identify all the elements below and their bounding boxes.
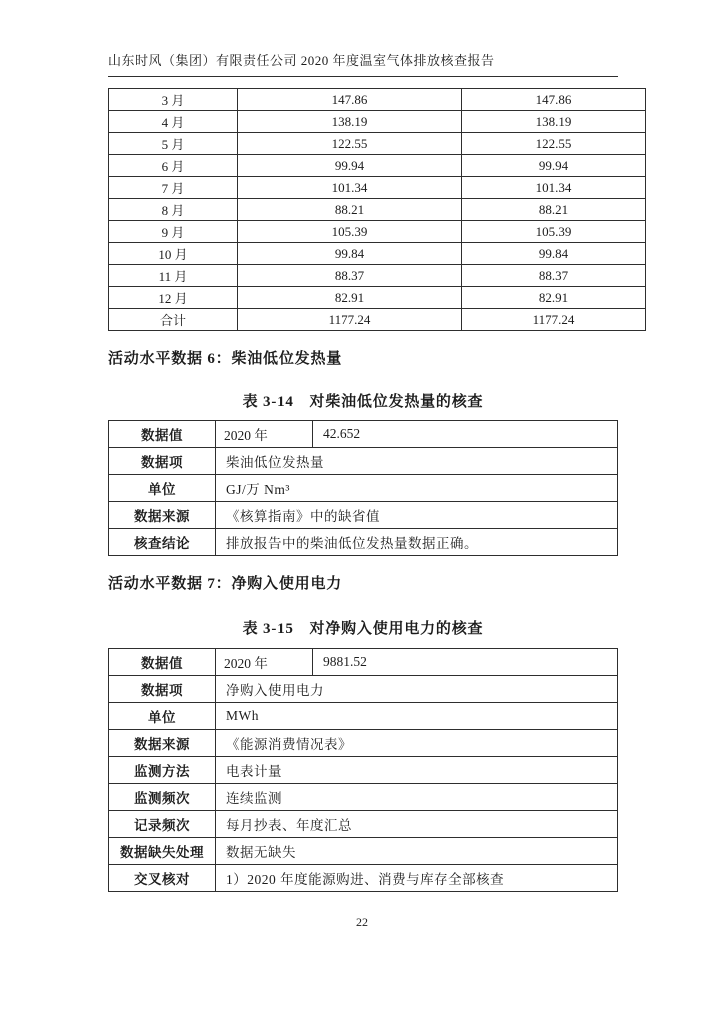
- value-cell: 122.55: [238, 133, 462, 155]
- table-row: [109, 649, 618, 676]
- content-cell: 《能源消费情况表》: [216, 730, 618, 757]
- section-heading-activity-data-6: 活动水平数据 6：柴油低位发热量: [108, 351, 343, 367]
- table-row: [109, 865, 618, 892]
- page-number: 22: [356, 915, 368, 929]
- content-cell: 数据无缺失: [216, 838, 618, 865]
- value-cell: 42.652: [313, 421, 618, 448]
- table-row: [109, 265, 646, 287]
- table-row: [109, 221, 646, 243]
- row-label-cell: 单位: [109, 475, 216, 502]
- row-label-cell: 监测方法: [109, 757, 216, 784]
- table-3-15: [108, 648, 618, 892]
- table-3-15-caption: 表 3-15 对净购入使用电力的核查: [242, 621, 484, 637]
- table-row: [109, 838, 618, 865]
- month-cell: 4 月: [109, 111, 238, 133]
- content-cell: GJ/万 Nm³: [216, 475, 618, 502]
- value-cell: 88.37: [238, 265, 462, 287]
- value-cell: 122.55: [462, 133, 646, 155]
- value-cell: 101.34: [238, 177, 462, 199]
- value-cell: 99.84: [462, 243, 646, 265]
- year-cell: 2020 年: [216, 649, 313, 676]
- value-cell: 9881.52: [313, 649, 618, 676]
- table-row: [109, 243, 646, 265]
- table-row: [109, 676, 618, 703]
- content-cell: 电表计量: [216, 757, 618, 784]
- content-cell: 排放报告中的柴油低位发热量数据正确。: [216, 529, 618, 556]
- table-row: [109, 111, 646, 133]
- table-row: [109, 89, 646, 111]
- table-row: [109, 177, 646, 199]
- value-cell: 88.37: [462, 265, 646, 287]
- table-row-total: [109, 309, 646, 331]
- table-row: [109, 155, 646, 177]
- value-cell: 147.86: [238, 89, 462, 111]
- row-label-cell: 数据项: [109, 676, 216, 703]
- value-cell: 105.39: [238, 221, 462, 243]
- content-cell: 每月抄表、年度汇总: [216, 811, 618, 838]
- content-cell: MWh: [216, 703, 618, 730]
- value-cell: 105.39: [462, 221, 646, 243]
- document-header: 山东时风（集团）有限责任公司 2020 年度温室气体排放核查报告: [108, 50, 618, 77]
- value-cell: 88.21: [462, 199, 646, 221]
- month-cell: 9 月: [109, 221, 238, 243]
- section-heading-activity-data-7: 活动水平数据 7：净购入使用电力: [108, 576, 343, 592]
- row-label-cell: 核查结论: [109, 529, 216, 556]
- content-cell: 连续监测: [216, 784, 618, 811]
- content-cell: 净购入使用电力: [216, 676, 618, 703]
- value-cell: 99.94: [462, 155, 646, 177]
- month-cell: 11 月: [109, 265, 238, 287]
- table-row: [109, 287, 646, 309]
- month-cell: 6 月: [109, 155, 238, 177]
- row-label-cell: 交叉核对: [109, 865, 216, 892]
- value-cell: 138.19: [462, 111, 646, 133]
- value-cell: 88.21: [238, 199, 462, 221]
- month-cell: 12 月: [109, 287, 238, 309]
- row-label-cell: 数据值: [109, 421, 216, 448]
- total-value-cell: 1177.24: [238, 309, 462, 331]
- row-label-cell: 数据项: [109, 448, 216, 475]
- value-cell: 82.91: [462, 287, 646, 309]
- table-row: [109, 730, 618, 757]
- table-row: [109, 529, 618, 556]
- value-cell: 101.34: [462, 177, 646, 199]
- value-cell: 147.86: [462, 89, 646, 111]
- table-row: [109, 448, 618, 475]
- month-cell: 7 月: [109, 177, 238, 199]
- table-row: [109, 811, 618, 838]
- month-cell: 10 月: [109, 243, 238, 265]
- row-label-cell: 监测频次: [109, 784, 216, 811]
- value-cell: 138.19: [238, 111, 462, 133]
- table-row: [109, 703, 618, 730]
- table-row: [109, 757, 618, 784]
- table-3-14-caption: 表 3-14 对柴油低位发热量的核查: [242, 394, 484, 410]
- table-3-14: [108, 420, 618, 556]
- table-row: [109, 199, 646, 221]
- content-cell: 柴油低位发热量: [216, 448, 618, 475]
- row-label-cell: 数据缺失处理: [109, 838, 216, 865]
- value-cell: 99.84: [238, 243, 462, 265]
- month-cell: 8 月: [109, 199, 238, 221]
- table-row: [109, 784, 618, 811]
- total-value-cell: 1177.24: [462, 309, 646, 331]
- month-cell: 3 月: [109, 89, 238, 111]
- table-row: [109, 475, 618, 502]
- row-label-cell: 单位: [109, 703, 216, 730]
- total-label-cell: 合计: [109, 309, 238, 331]
- row-label-cell: 数据来源: [109, 730, 216, 757]
- table-row: [109, 421, 618, 448]
- year-cell: 2020 年: [216, 421, 313, 448]
- row-label-cell: 记录频次: [109, 811, 216, 838]
- row-label-cell: 数据来源: [109, 502, 216, 529]
- value-cell: 82.91: [238, 287, 462, 309]
- content-cell: 1）2020 年度能源购进、消费与库存全部核查: [216, 865, 618, 892]
- table-row: [109, 133, 646, 155]
- value-cell: 99.94: [238, 155, 462, 177]
- monthly-data-table: [108, 88, 646, 331]
- month-cell: 5 月: [109, 133, 238, 155]
- row-label-cell: 数据值: [109, 649, 216, 676]
- table-row: [109, 502, 618, 529]
- content-cell: 《核算指南》中的缺省值: [216, 502, 618, 529]
